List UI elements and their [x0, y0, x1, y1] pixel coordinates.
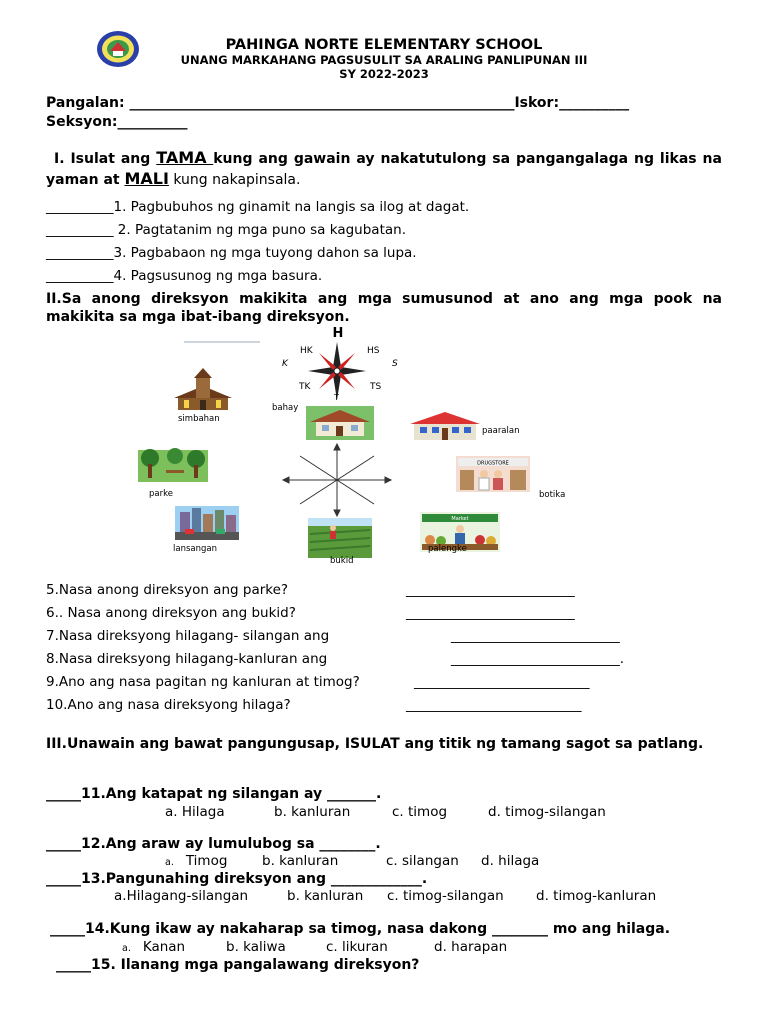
section-line: [46, 114, 188, 130]
farm-field-icon: [308, 518, 372, 558]
house-icon: [306, 406, 374, 440]
tama-word: TAMA: [156, 148, 214, 167]
choice[interactable]: c. silangan: [386, 853, 459, 869]
question-10: 10.Ano ang nasa direksyong hilaga?: [46, 697, 291, 713]
compass-map-figure: [130, 326, 570, 572]
part1-item: __________3. Pagbabaon ng mga tuyong dahon sa lupa.: [46, 245, 417, 261]
question-12: _____12.Ang araw ay lumulubog sa ________.: [46, 836, 381, 852]
question-7: 7.Nasa direksyong hilagang- silangan ang: [46, 628, 330, 644]
place-label-parke: parke: [149, 489, 173, 499]
choice[interactable]: b. kanluran: [262, 853, 339, 869]
name-label: Pangalan:: [46, 95, 130, 111]
choice[interactable]: c. timog: [392, 804, 448, 820]
name-field[interactable]: _______________________________________________________: [129, 95, 515, 111]
compass-label-sw: TK: [299, 382, 311, 392]
question-6: 6.. Nasa anong direksyon ang bukid?: [46, 605, 296, 621]
compass-label-n: H: [332, 326, 344, 341]
choice[interactable]: d. timog-kanluran: [536, 888, 657, 904]
choice[interactable]: a.Hilagang-silangan: [114, 888, 249, 904]
answer-blank[interactable]: __________: [46, 222, 114, 238]
part3-instruction: III.Unawain ang bawat pangungusap, ISULAT ang titik ng tamang sagot sa patlang.: [46, 736, 704, 752]
question-13: _____13.Pangunahing direksyon ang _____________.: [46, 871, 428, 887]
school-year: SY 2022-2023: [339, 67, 429, 81]
choice[interactable]: b. kanluran: [274, 804, 351, 820]
question-9: 9.Ano ang nasa pagitan ng kanluran at timog?: [46, 674, 360, 690]
answer-line-9[interactable]: __________________________: [414, 674, 590, 690]
part1-item: __________ 2. Pagtatanim ng mga puno sa kagubatan.: [46, 222, 406, 238]
choice[interactable]: b. kanluran: [287, 888, 364, 904]
section-label: Seksyon:: [46, 114, 118, 130]
answer-blank[interactable]: __________: [46, 268, 114, 284]
park-icon: [138, 448, 208, 482]
choice[interactable]: c. likuran: [326, 939, 388, 955]
place-label-lansangan: lansangan: [173, 544, 217, 554]
compass-label-w: K: [282, 359, 288, 369]
question-15: _____15. Ilanang mga pangalawang direksyon?: [56, 957, 420, 973]
answer-line-8[interactable]: _________________________.: [451, 651, 625, 667]
place-label-paaralan: paaralan: [482, 426, 520, 436]
answer-line-10[interactable]: __________________________: [406, 697, 582, 713]
answer-line-7[interactable]: _________________________: [451, 628, 620, 644]
compass-label-nw: HK: [300, 346, 313, 356]
choice[interactable]: c. timog-silangan: [387, 888, 504, 904]
place-label-bahay: bahay: [272, 403, 299, 413]
place-label-palengke: palengke: [428, 544, 467, 554]
choice[interactable]: a. Hilaga: [165, 804, 225, 820]
place-label-botika: botika: [539, 490, 566, 500]
part1-item: __________1. Pagbubuhos ng ginamit na langis sa ilog at dagat.: [46, 199, 470, 215]
answer-line-6[interactable]: _________________________: [406, 605, 575, 621]
choice[interactable]: d. hilaga: [481, 853, 540, 869]
question-14: _____14.Kung ikaw ay nakaharap sa timog, nasa dakong ________ mo ang hilaga.: [50, 921, 671, 937]
student-info-line: [46, 95, 629, 111]
question-5: 5.Nasa anong direksyon ang parke?: [46, 582, 289, 598]
street-icon: [175, 506, 239, 540]
school-name: PAHINGA NORTE ELEMENTARY SCHOOL: [225, 37, 543, 53]
choice[interactable]: d. timog-silangan: [488, 804, 606, 820]
answer-line-5[interactable]: _________________________: [406, 582, 575, 598]
choice[interactable]: d. harapan: [434, 939, 508, 955]
question-11: _____11.Ang katapat ng silangan ay _______.: [46, 786, 382, 802]
compass-label-e: S: [392, 359, 398, 369]
part1-item: __________4. Pagsusunog ng mga basura.: [46, 268, 323, 284]
market-sign: Market: [451, 516, 469, 522]
compass-label-se: TS: [370, 382, 382, 392]
score-label: Iskor:: [514, 95, 560, 111]
drugstore-icon: [456, 456, 530, 492]
compass-label-s: T: [334, 393, 339, 402]
score-field[interactable]: __________: [559, 95, 630, 111]
choice[interactable]: a. Kanan: [122, 939, 186, 955]
exam-title: UNANG MARKAHANG PAGSUSULIT SA ARALING PANLIPUNAN III: [180, 53, 588, 67]
place-label-bukid: bukid: [330, 556, 354, 566]
place-label-simbahan: simbahan: [178, 414, 220, 424]
question-8: 8.Nasa direksyong hilagang-kanluran ang: [46, 651, 328, 667]
choice[interactable]: a. Timog: [165, 853, 228, 869]
answer-blank[interactable]: __________: [46, 245, 114, 261]
compass-label-ne: HS: [367, 346, 380, 356]
answer-blank[interactable]: __________: [46, 199, 114, 215]
part2-instruction: II.Sa anong direksyon makikita ang mga sumusunod at ano ang mga pook na makikita sa mga ibat-ibang direksyon.: [46, 291, 722, 325]
choice[interactable]: b. kaliwa: [226, 939, 286, 955]
part1-instruction: I. Isulat ang TAMA kung ang gawain ay nakatutulong sa pangangalaga ng likas na yaman at MALI kung nakapinsala.: [46, 148, 722, 188]
drugstore-sign: DRUGSTORE: [477, 460, 509, 467]
section-field[interactable]: __________: [117, 114, 188, 130]
mali-word: MALI: [124, 169, 169, 188]
